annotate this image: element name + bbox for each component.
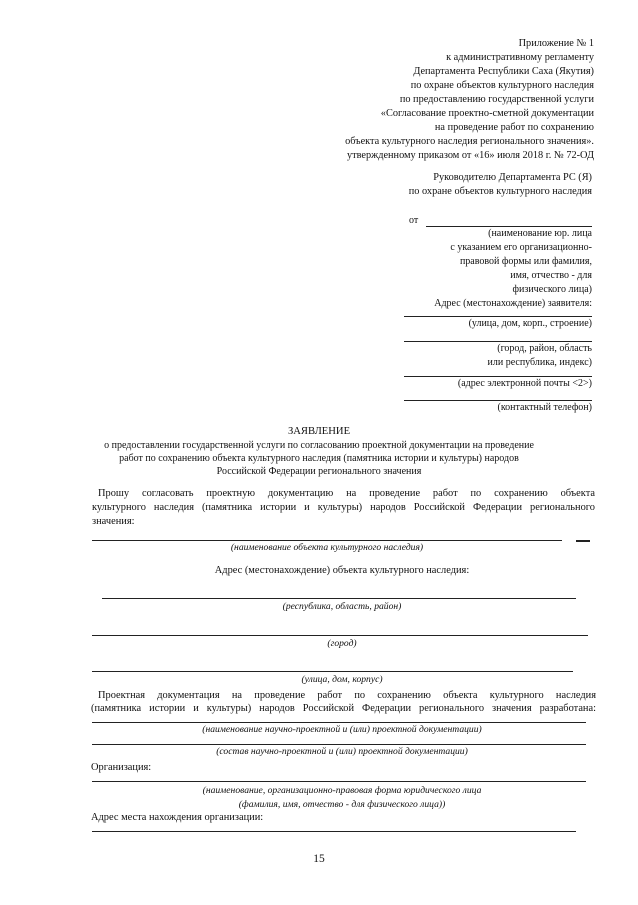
object-name-caption: (наименование объекта культурного наследия) — [230, 542, 424, 553]
organization-address-label: Адрес места нахождения организации: — [91, 812, 264, 823]
applicant-city-field[interactable] — [404, 341, 592, 342]
object-city-caption: (город) — [327, 638, 357, 649]
appendix-line: «Согласование проектно-сметной документации — [380, 108, 594, 119]
organization-name-field[interactable] — [92, 781, 586, 782]
applicant-street-caption: (улица, дом, корп., строение) — [468, 318, 592, 329]
organization-caption: (фамилия, имя, отчество - для физического лица)) — [238, 799, 446, 810]
appendix-line: Департамента Республики Саха (Якутия) — [413, 66, 594, 77]
object-name-field-end — [576, 540, 590, 542]
request-paragraph-line: Прошу согласовать проектную документацию на проведение работ по сохранению объекта — [98, 488, 595, 499]
object-street-caption: (улица, дом, корпус) — [301, 674, 383, 685]
object-region-field[interactable] — [102, 598, 576, 599]
organization-address-field[interactable] — [92, 831, 576, 832]
appendix-line: к административному регламенту — [446, 52, 594, 63]
applicant-name-caption: правовой формы или фамилия, — [459, 256, 592, 267]
applicant-street-field[interactable] — [404, 316, 592, 317]
request-paragraph-line: значения: — [92, 516, 135, 527]
object-city-field[interactable] — [92, 635, 588, 636]
subject-line: работ по сохранению объекта культурного наследия (памятника истории и культуры) народов — [119, 453, 519, 464]
applicant-name-caption: с указанием его организационно- — [450, 242, 592, 253]
applicant-city-caption: или республика, индекс) — [487, 357, 592, 368]
addressee-line: Руководителю Департамента РС (Я) — [433, 172, 592, 183]
applicant-name-field[interactable] — [426, 226, 592, 227]
from-label: от — [409, 215, 419, 226]
appendix-line: объекта культурного наследия регионального значения». — [345, 136, 594, 147]
docs-composition-caption: (состав научно-проектной и (или) проектной документации) — [216, 746, 468, 757]
appendix-line: Приложение № 1 — [518, 38, 594, 49]
applicant-address-label: Адрес (местонахождение) заявителя: — [434, 298, 592, 309]
organization-label: Организация: — [91, 762, 152, 773]
applicant-name-caption: (наименование юр. лица — [488, 228, 592, 239]
object-address-label: Адрес (местонахождение) объекта культурного наследия: — [214, 565, 470, 576]
applicant-phone-field[interactable] — [404, 400, 592, 401]
appendix-line: по предоставлению государственной услуги — [399, 94, 594, 105]
docs-paragraph-line: (памятника истории и культуры) народов Российской Федерации регионального значения разработана: — [91, 703, 596, 714]
appendix-line: утвержденному приказом от «16» июля 2018 г. № 72-ОД — [346, 150, 594, 161]
applicant-email-caption: (адрес электронной почты <2>) — [457, 378, 592, 389]
appendix-line: на проведение работ по сохранению — [434, 122, 594, 133]
subject-line: Российской Федерации регионального значения — [216, 466, 422, 477]
appendix-line: по охране объектов культурного наследия — [410, 80, 594, 91]
applicant-name-caption: физического лица) — [512, 284, 592, 295]
subject-line: о предоставлении государственной услуги по согласованию проектной документации на проведение — [104, 440, 534, 451]
object-region-caption: (республика, область, район) — [282, 601, 402, 612]
document-heading: ЗАЯВЛЕНИЕ — [287, 426, 351, 437]
applicant-city-caption: (город, район, область — [497, 343, 592, 354]
request-paragraph-line: культурного наследия (памятника истории и культуры) народов Российской Федерации регионального — [92, 502, 595, 513]
applicant-email-field[interactable] — [404, 376, 592, 377]
docs-composition-field[interactable] — [92, 744, 586, 745]
docs-paragraph-line: Проектная документация на проведение работ по сохранению объекта культурного наследия — [98, 690, 596, 701]
addressee-line: по охране объектов культурного наследия — [408, 186, 592, 197]
docs-name-caption: (наименование научно-проектной и (или) проектной документации) — [202, 724, 482, 735]
applicant-name-caption: имя, отчество - для — [510, 270, 592, 281]
page-number: 15 — [313, 853, 325, 865]
object-name-field[interactable] — [92, 540, 562, 541]
applicant-phone-caption: (контактный телефон) — [497, 402, 592, 413]
object-street-field[interactable] — [92, 671, 573, 672]
organization-caption: (наименование, организационно-правовая форма юридического лица — [202, 785, 482, 796]
docs-name-field[interactable] — [92, 722, 586, 723]
